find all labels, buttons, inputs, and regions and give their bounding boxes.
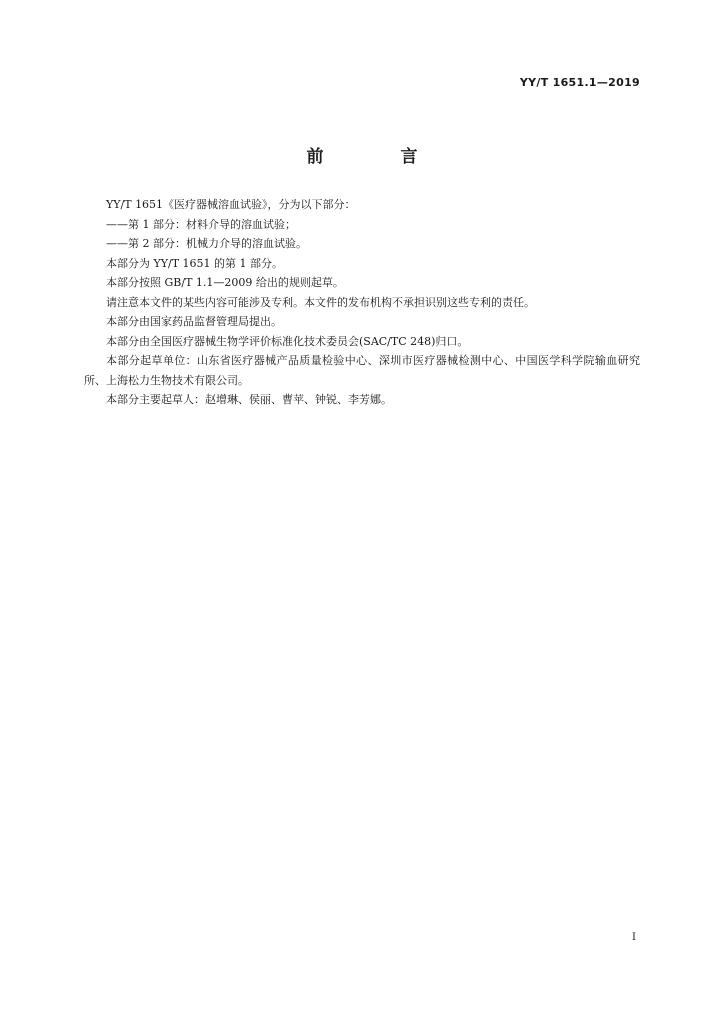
paragraph-series-intro: YY/T 1651《医疗器械溶血试验》，分为以下部分：: [106, 198, 356, 211]
paragraph-patent-notice: 请注意本文件的某些内容可能涉及专利。本文件的发布机构不承担识别这些专利的责任。: [106, 295, 535, 309]
paragraph-proposed-by: 本部分由国家药品监督管理局提出。: [106, 315, 282, 328]
paragraph-part-2: ——第 2 部分：机械力介导的溶血试验。: [106, 237, 307, 250]
paragraph-drafting-rules: 本部分按照 GB/T 1.1—2009 给出的规则起草。: [106, 276, 344, 289]
page-title: 前 言: [306, 147, 448, 167]
paragraph-under-jurisdiction: 本部分由全国医疗器械生物学评价标准化技术委员会(SAC/TC 248)归口。: [106, 334, 469, 348]
foreword-body: [84, 195, 640, 410]
paragraph-drafters: 本部分主要起草人：赵增琳、侯丽、曹苹、钟锐、李芳娜。: [106, 393, 392, 406]
standard-code: YY/T 1651.1—2019: [519, 76, 640, 89]
paragraph-this-part: 本部分为 YY/T 1651 的第 1 部分。: [106, 256, 284, 270]
paragraph-part-1: ——第 1 部分：材料介导的溶血试验；: [106, 217, 296, 231]
paragraph-drafting-units: 本部分起草单位：山东省医疗器械产品质量检验中心、深圳市医疗器械检测中心、中国医学科学院输血研究所、上海松力生物技术有限公司。: [84, 354, 640, 387]
page-number: I: [632, 932, 636, 943]
